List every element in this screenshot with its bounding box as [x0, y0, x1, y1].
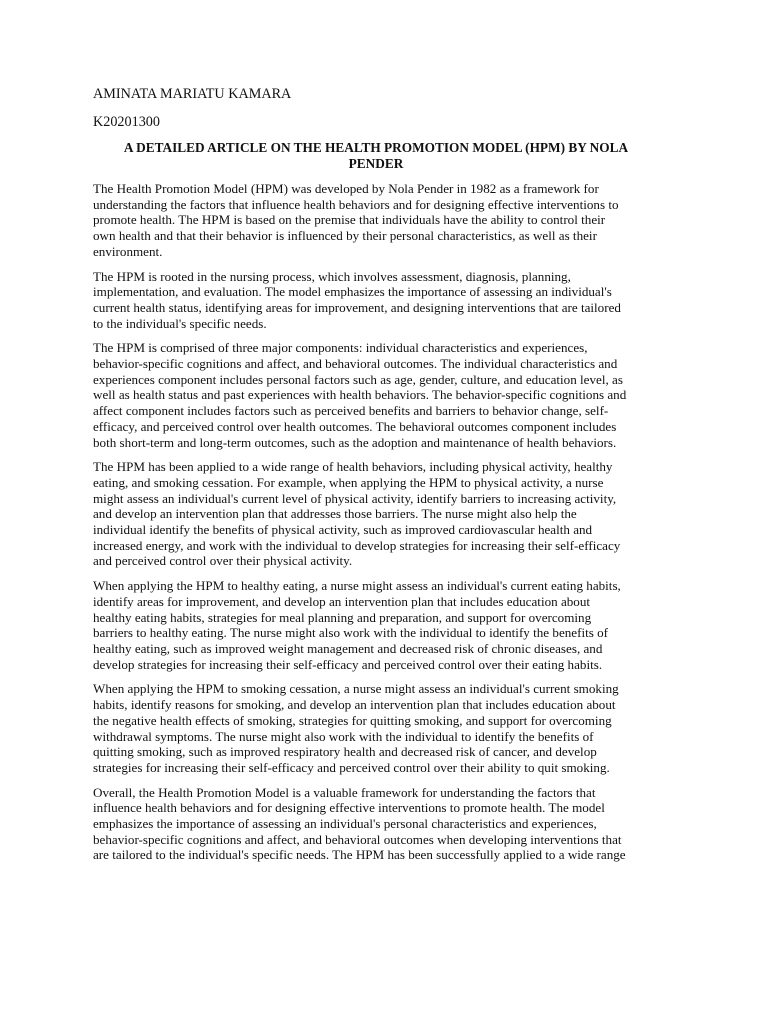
paragraph-line: Overall, the Health Promotion Model is a valuable framework for understanding the factors that: [93, 784, 596, 800]
paragraph-line: experiences component includes personal factors such as age, gender, culture, and education level, as: [93, 371, 623, 387]
paragraph-line: and perceived control over their physical activity.: [93, 553, 353, 569]
paragraph-line: to the individual's specific needs.: [93, 315, 267, 331]
article-title-line: PENDER: [348, 156, 404, 171]
student-id: K20201300: [93, 114, 160, 130]
paragraph-line: efficacy, and perceived control over health outcomes. The behavioral outcomes component includes: [93, 418, 617, 434]
paragraph-line: current health status, identifying areas for improvement, and designing interventions that are tailored: [93, 299, 621, 315]
paragraph-line: the negative health effects of smoking, strategies for quitting smoking, and support for overcoming: [93, 712, 612, 728]
article-title: [93, 140, 659, 172]
paragraph-line: The HPM has been applied to a wide range of health behaviors, including physical activity, healthy: [93, 459, 613, 475]
paragraph-line: understanding the factors that influence health behaviors and for designing effective interventions to: [93, 196, 619, 212]
paragraph-line: emphasizes the importance of assessing an individual's personal characteristics and experiences,: [93, 816, 597, 832]
paragraph-line: might assess an individual's current level of physical activity, identify barriers to increasing activity,: [93, 490, 617, 506]
paragraph-line: When applying the HPM to smoking cessation, a nurse might assess an individual's current smoking: [93, 681, 619, 697]
paragraph: [93, 340, 659, 450]
paragraph-line: The HPM is rooted in the nursing process, which involves assessment, diagnosis, planning,: [93, 268, 571, 284]
paragraph-line: The HPM is comprised of three major components: individual characteristics and experiences,: [93, 340, 588, 356]
paragraph-line: both short-term and long-term outcomes, such as the adoption and maintenance of health behaviors.: [93, 434, 617, 450]
paragraph-line: increased energy, and work with the individual to develop strategies for increasing their self-efficacy: [93, 537, 621, 553]
paragraph: [93, 269, 659, 332]
paragraph: [93, 181, 659, 260]
paragraph-line: influence health behaviors and for designing effective interventions to promote health. The model: [93, 800, 605, 816]
paragraph-line: individual identify the benefits of physical activity, such as improved cardiovascular health and: [93, 522, 593, 538]
paragraph-line: The Health Promotion Model (HPM) was developed by Nola Pender in 1982 as a framework for: [93, 181, 599, 196]
paragraph-line: behavior-specific cognitions and affect, and behavioral outcomes when developing interventions that: [93, 831, 622, 847]
paragraph-line: habits, identify reasons for smoking, and develop an intervention plan that includes education about: [93, 697, 616, 713]
author-name: AMINATA MARIATU KAMARA: [93, 86, 292, 102]
paragraph-line: promote health. The HPM is based on the premise that individuals have the ability to control their: [93, 212, 606, 228]
paragraph-line: barriers to healthy eating. The nurse might also work with the individual to identify the benefits of: [93, 625, 609, 641]
paragraph-line: develop strategies for increasing their self-efficacy and perceived control over their eating habits.: [93, 656, 603, 672]
paragraph: [93, 785, 659, 864]
paragraph-line: implementation, and evaluation. The model emphasizes the importance of assessing an individual's: [93, 284, 612, 300]
article-body: [93, 181, 659, 863]
paragraph-line: identify areas for improvement, and develop an intervention plan that includes education about: [93, 593, 591, 609]
article-title-line: A DETAILED ARTICLE ON THE HEALTH PROMOTION MODEL (HPM) BY NOLA: [123, 140, 629, 155]
paragraph-line: well as health status and past experiences with health behaviors. The behavior-specific cognitions and: [93, 387, 627, 403]
document-page: [93, 86, 659, 863]
paragraph-line: are tailored to the individual's specific needs. The HPM has been successfully applied to a wide range: [93, 847, 626, 863]
paragraph-line: and develop an intervention plan that addresses those barriers. The nurse might also help the: [93, 506, 577, 522]
paragraph-line: withdrawal symptoms. The nurse might also work with the individual to identify the benefits of: [93, 728, 594, 744]
paragraph-line: quitting smoking, such as improved respiratory health and decreased risk of cancer, and develop: [93, 744, 597, 760]
paragraph-line: healthy eating, such as improved weight management and decreased risk of chronic diseases, and: [93, 640, 603, 656]
paragraph-line: environment.: [93, 243, 163, 259]
paragraph: [93, 681, 659, 775]
paragraph-line: When applying the HPM to healthy eating, a nurse might assess an individual's current eating habits,: [93, 578, 621, 594]
paragraph-line: own health and that their behavior is influenced by their personal characteristics, as well as their: [93, 228, 597, 244]
paragraph-line: eating, and smoking cessation. For example, when applying the HPM to physical activity, a nurse: [93, 474, 604, 490]
paragraph: [93, 459, 659, 569]
paragraph-line: affect component includes factors such as perceived benefits and barriers to behavior change, self-: [93, 403, 609, 419]
paragraph-line: strategies for increasing their self-efficacy and perceived control over their ability to quit smoking.: [93, 759, 610, 775]
paragraph: [93, 578, 659, 672]
paragraph-line: behavior-specific cognitions and affect, and behavioral outcomes. The individual characteristics and: [93, 356, 618, 372]
paragraph-line: healthy eating habits, strategies for meal planning and preparation, and support for overcoming: [93, 609, 592, 625]
